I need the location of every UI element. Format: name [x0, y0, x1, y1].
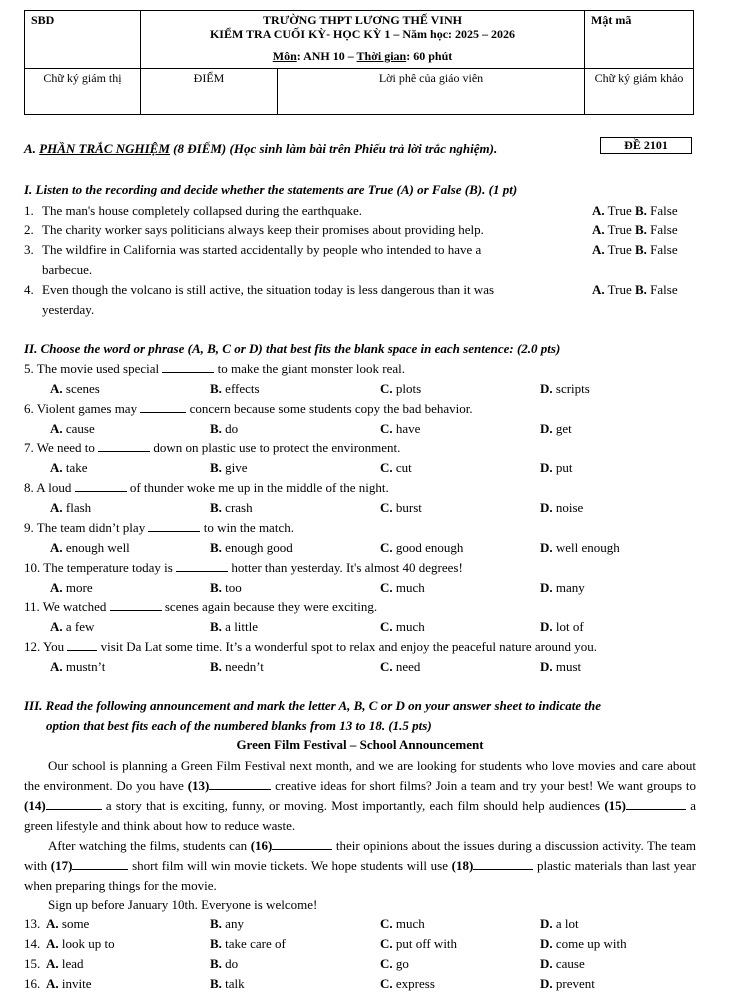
option-b: B. give	[210, 460, 248, 476]
option-a: A. some	[46, 916, 90, 931]
option-a: A. mustn’t	[50, 658, 106, 674]
option-a: A. flash	[50, 500, 92, 516]
option-d: D. scripts	[540, 381, 590, 396]
option-a: A. more	[50, 579, 93, 595]
option-c: C. much	[380, 916, 425, 931]
option-d: D. come up with	[540, 936, 627, 951]
answer-options	[24, 659, 696, 676]
subject-line: Môn: ANH 10 – Thời gian: 60 phút	[272, 48, 453, 63]
option-a: A. lead	[46, 956, 84, 971]
answer-options	[24, 460, 696, 477]
answer-options	[24, 540, 696, 557]
question-stem: 5. The movie used special to make the giant monster look real.	[24, 361, 406, 376]
option-c: C. plots	[380, 381, 422, 396]
secret-code-cell: Mật mã	[585, 11, 694, 69]
option-d: D. cause	[540, 956, 585, 971]
option-d: D. must	[540, 658, 582, 674]
exam-header-table	[24, 10, 694, 115]
proctor-signature-cell: Chữ ký giám thị	[25, 69, 141, 115]
option-d: D. a lot	[540, 916, 579, 931]
exam-code-box: ĐỀ 2101	[600, 137, 692, 154]
question-6	[24, 401, 696, 418]
question-stem: 6. Violent games may concern because some students copy the bad behavior.	[24, 400, 473, 416]
question-4-continued: yesterday.	[42, 302, 95, 317]
question-stem: 10. The temperature today is hotter than yesterday. It's almost 40 degrees!	[24, 559, 463, 575]
teacher-comment-cell: Lời phê của giáo viên	[278, 69, 585, 115]
school-name: TRƯỜNG THPT LƯƠNG THẾ VINH	[263, 13, 462, 27]
question-11	[24, 599, 696, 616]
option-c: C. have	[380, 420, 421, 436]
answer-options	[24, 619, 696, 636]
option-d: D. get	[540, 420, 572, 436]
question-9	[24, 520, 696, 537]
option-a: A. enough well	[50, 539, 130, 555]
question-13-options	[24, 916, 696, 933]
question-7	[24, 440, 696, 457]
option-d: D. noise	[540, 500, 584, 516]
announcement-paragraph-3: Sign up before January 10th. Everyone is welcome!	[48, 897, 318, 912]
question-stem: 8. A loud of thunder woke me up in the middle of the night.	[24, 480, 389, 496]
question-stem: 9. The team didn’t play to win the match.	[24, 519, 294, 535]
question-number: 13.	[24, 916, 41, 931]
option-a: A. a few	[50, 619, 95, 635]
sbd-cell: SBD	[25, 11, 141, 69]
option-b: B. needn’t	[210, 658, 264, 674]
question-stem: 7. We need to down on plastic use to protect the environment.	[24, 440, 401, 456]
answer-options	[24, 500, 696, 517]
question-15-options	[24, 956, 696, 973]
answer-options	[24, 381, 696, 398]
true-false-options: A. True B. False	[592, 203, 678, 218]
section-2-title: II. Choose the word or phrase (A, B, C or D) that best fits the blank space in each sentence: (2.0 pts)	[24, 341, 561, 356]
true-false-options: A. True B. False	[592, 282, 678, 297]
exam-title: KIỂM TRA CUỐI KỲ- HỌC KỲ 1 – Năm học: 2025 – 2026	[209, 27, 516, 42]
option-c: C. burst	[380, 500, 422, 516]
question-stem: 11. We watched scenes again because they were exciting.	[24, 599, 378, 615]
option-c: C. much	[380, 579, 425, 595]
option-b: B. do	[210, 956, 239, 971]
question-10	[24, 560, 696, 577]
examiner-signature-cell: Chữ ký giám khảo	[585, 69, 694, 115]
option-b: B. talk	[210, 976, 245, 991]
part-a-heading: A. PHẦN TRẮC NGHIỆM (8 ĐIỂM) (Học sinh làm bài trên Phiếu trả lời trắc nghiệm).	[24, 141, 498, 156]
option-c: C. much	[380, 619, 425, 635]
question-1: 1. The man's house completely collapsed during the earthquake. A. True B. False	[24, 203, 678, 218]
section-3-title-line-2: option that best fits each of the numbered blanks from 13 to 18. (1.5 pts)	[46, 718, 432, 733]
option-c: C. put off with	[380, 936, 458, 951]
true-false-options: A. True B. False	[592, 242, 678, 257]
option-d: D. well enough	[540, 539, 620, 555]
option-a: A. scenes	[50, 381, 100, 396]
question-8	[24, 480, 696, 497]
question-4: 4. Even though the volcano is still active, the situation today is less dangerous than it was A. True B. False	[24, 282, 678, 297]
question-3: 3. The wildfire in California was started accidentally by people who intended to have a A. True B. False	[24, 242, 678, 257]
option-b: B. too	[210, 579, 242, 595]
question-12	[24, 639, 696, 656]
option-c: C. express	[380, 976, 435, 991]
school-info-cell	[141, 11, 585, 69]
option-c: C. need	[380, 658, 421, 674]
true-false-options: A. True B. False	[592, 222, 678, 237]
option-a: A. cause	[50, 420, 95, 436]
option-b: B. crash	[210, 500, 253, 516]
option-b: B. enough good	[210, 539, 293, 555]
question-3-continued: barbecue.	[42, 262, 93, 277]
answer-options	[24, 580, 696, 597]
question-stem: 12. You visit Da Lat some time. It’s a wonderful spot to relax and enjoy the peaceful nature around you.	[24, 638, 598, 654]
announcement-paragraph-1: Our school is planning a Green Film Festival next month, and we are looking for students who love movies and care about the environment. Do you have (13) creative ideas for short films? Join a team and try your best! We want groups to (14) a story that is exciting, funny, or moving. Most importantly, each film should help audiences (15) a green lifestyle and think about how to reduce waste.	[24, 758, 697, 833]
answer-options	[24, 421, 696, 438]
option-a: A. invite	[46, 976, 92, 991]
option-c: C. good enough	[380, 539, 464, 555]
option-b: B. a little	[210, 619, 259, 635]
section-3-title-line-1: III. Read the following announcement and mark the letter A, B, C or D on your answer sheet to indicate the	[24, 698, 602, 713]
option-d: D. lot of	[540, 619, 584, 635]
option-c: C. cut	[380, 460, 412, 476]
option-b: B. take care of	[210, 936, 286, 951]
question-14-options	[24, 936, 696, 953]
question-number: 16.	[24, 976, 41, 991]
option-d: D. prevent	[540, 976, 595, 991]
option-d: D. many	[540, 579, 585, 595]
option-b: B. any	[210, 916, 244, 931]
option-c: C. go	[380, 956, 409, 971]
announcement-heading: Green Film Festival – School Announcement	[236, 737, 484, 752]
question-number: 14.	[24, 936, 41, 951]
question-2: 2. The charity worker says politicians always keep their promises about providing help. A. True B. False	[24, 222, 678, 237]
option-d: D. put	[540, 460, 573, 476]
option-b: B. effects	[210, 381, 260, 396]
question-16-options	[24, 976, 696, 993]
score-cell: ĐIỂM	[141, 69, 278, 115]
option-a: A. look up to	[46, 936, 115, 951]
option-a: A. take	[50, 460, 88, 476]
section-1-title: I. Listen to the recording and decide whether the statements are True (A) or False (B). (1 pt)	[24, 182, 518, 197]
announcement-paragraph-2: After watching the films, students can (16) their opinions about the issues during a discussion activity. The team with (17) short film will win movie tickets. We hope students will use (18) plastic materials than last year when preparing things for the movie.	[24, 838, 696, 893]
question-number: 15.	[24, 956, 41, 971]
question-5	[24, 361, 696, 378]
option-b: B. do	[210, 420, 239, 436]
